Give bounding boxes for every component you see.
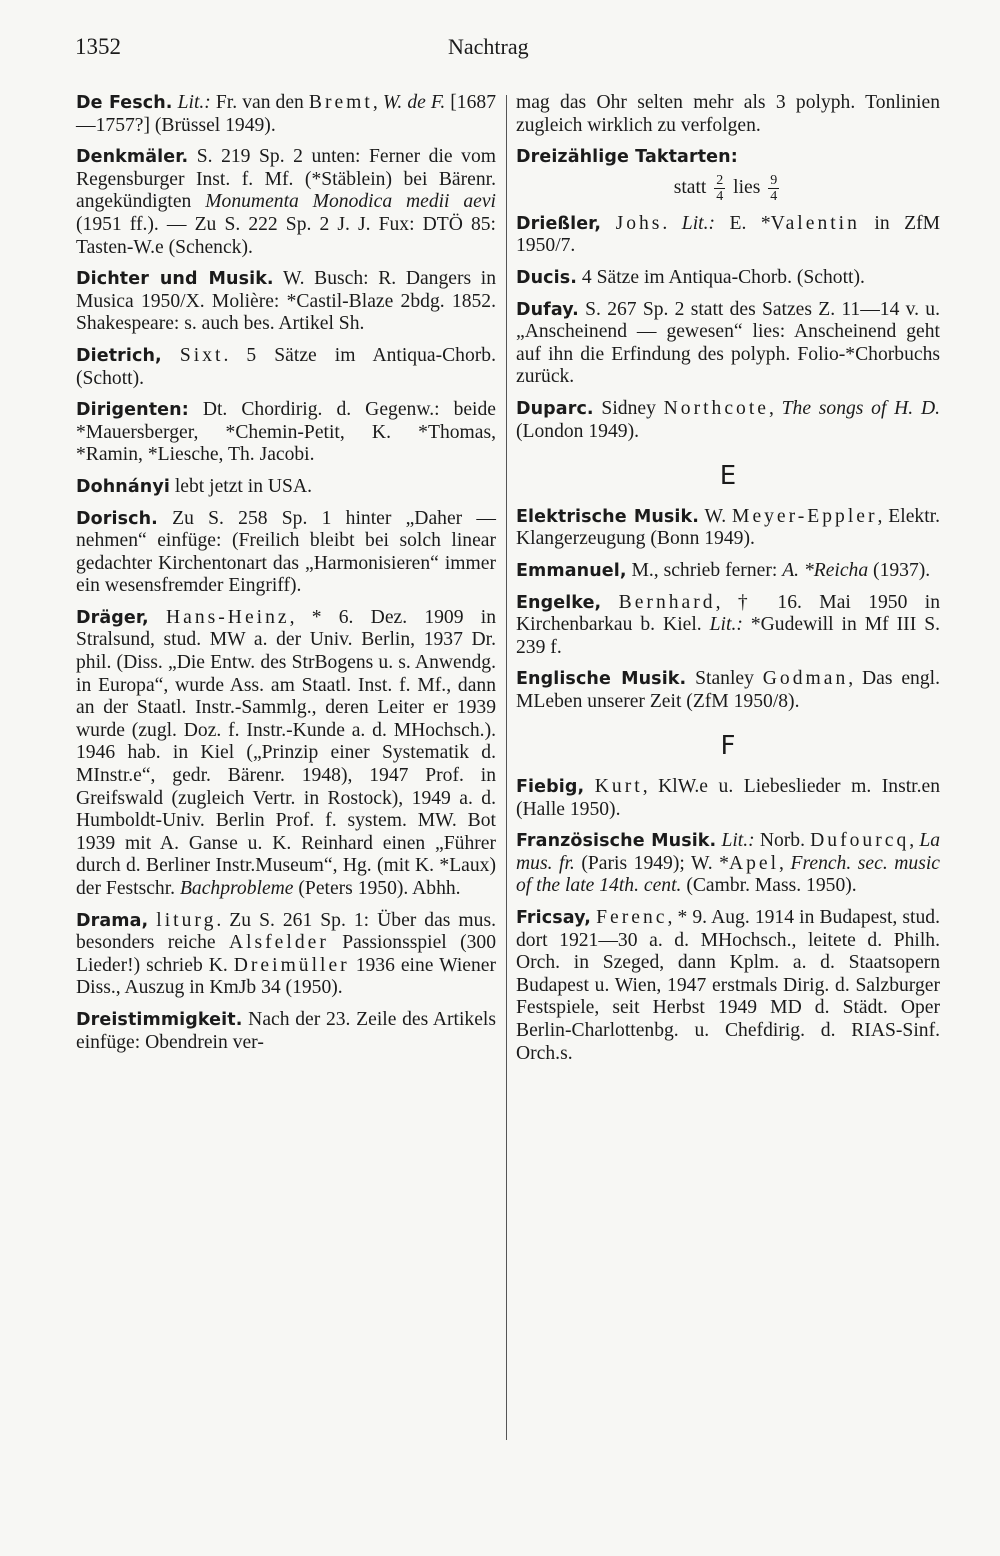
entry-text: , KlW.e u. Liebeslieder m. Instr.en (Halle 1950). (516, 776, 940, 820)
entry-text: Nach der 23. Zeile des Artikels einfüge: Obendrein ver- (76, 1008, 496, 1053)
fraction-new-numerator: 9 (770, 172, 778, 188)
entry-text: M., schrieb ferner: (626, 559, 783, 581)
entry-text: La mus. fr. (516, 830, 941, 874)
entry-text: Lit.: (709, 614, 743, 636)
entry-text (601, 213, 615, 234)
entry-headword: Dufay. (516, 299, 579, 320)
entry-text: *Gudewill in Mf III S. 239 f. (516, 614, 940, 658)
entry-headword: Dietrich, (76, 345, 162, 366)
section-letter-e: E (719, 461, 737, 492)
statt-label: statt (673, 176, 707, 198)
fraction-new (768, 173, 779, 204)
entry-text: Sixt (179, 344, 224, 366)
entry-text: Godman (762, 668, 849, 690)
entry-headword: Dohnányi (76, 476, 170, 497)
fraction-old-denominator: 4 (716, 188, 724, 204)
dictionary-entry (76, 146, 496, 259)
dictionary-entry (76, 92, 496, 137)
entry-text: . 5 Sätze im Antiqua-Chorb. (Schott). (76, 344, 496, 389)
entry-text: Alsfelder (228, 932, 329, 954)
entry-headword: Engelke, (516, 592, 602, 613)
entry-text: lebt jetzt in USA. (169, 475, 312, 497)
entry-headword: Englische Musik. (516, 669, 687, 690)
dictionary-entry (516, 592, 940, 660)
entry-text: (Peters 1950). Abhh. (293, 878, 461, 899)
entry-text: S. 219 Sp. 2 unten: Ferner die vom Regensburger Inst. f. Mf. (*Stäblein) bei Bärenr. angekündigten (76, 146, 496, 213)
entry-headword: Fiebig, (516, 777, 585, 798)
entry-text: W. (699, 505, 733, 527)
entry-text: Bernhard (618, 591, 716, 613)
section-letter-f: F (720, 731, 736, 762)
entry-text: Hans-Heinz (166, 606, 290, 628)
right-entries-top (516, 92, 940, 137)
left-column (76, 92, 496, 1063)
dictionary-entry (516, 907, 940, 1065)
dictionary-entry (76, 508, 496, 598)
entry-text: 4 Sätze im Antiqua-Chorb. (Schott). (577, 266, 865, 288)
entry-text: 1936 eine Wiener Diss., Auszug in KmJb 34 (1950). (76, 954, 496, 999)
entry-text: Norb. (754, 830, 811, 852)
dictionary-entry (76, 345, 496, 390)
fraction-correction (516, 173, 940, 204)
entry-text: French. sec. music of the late 14th. cent. (516, 852, 940, 897)
entry-text: (London 1949). (516, 420, 639, 442)
entry-text: Bremt (308, 92, 373, 113)
entry-text: Zu S. 258 Sp. 1 hinter „Daher — nehmen“ einfüge: (Freilich bleibt bei solch linear gedachter Kirchentonart das „Harmonisieren“ immer ein wesensfremder Eingriff). (76, 507, 496, 597)
entry-text: Dt. Chordirig. d. Gegenw.: beide *Mauersberger, *Chemin-Petit, K. *Thomas, *Ramin, *Liesche, Th. Jacobi. (76, 399, 496, 466)
entry-text: mag das Ohr selten mehr als 3 polyph. Tonlinien zugleich wirklich zu verfolgen. (516, 92, 940, 136)
right-entries-d (516, 213, 940, 443)
lies-label: lies (733, 176, 761, 198)
page-number: 1352 (75, 34, 121, 59)
entry-text: Lit.: (681, 212, 716, 234)
entry-text (584, 776, 595, 797)
entry-headword: Denkmäler. (76, 147, 189, 168)
dictionary-entry (516, 560, 940, 583)
entry-text: Lit.: (721, 830, 755, 852)
entry-text: (Paris 1949); W. * (574, 852, 729, 874)
entry-text: The songs of H. D. (781, 397, 941, 419)
entry-text: S. 267 Sp. 2 statt des Satzes Z. 11—14 v. u. „Anscheinend — gewesen“ lies: Anscheinend geht auf ihn die Erfindung des polyph. Folio-*Chorbuchs zurück. (516, 298, 940, 388)
dictionary-entry (516, 398, 940, 443)
entry-text: . (662, 212, 682, 234)
dictionary-entry (516, 267, 940, 290)
entry-text: Meyer-Eppler (732, 505, 878, 527)
entry-text: Ferenc (596, 907, 668, 929)
entry-text: . Zu S. 261 Sp. 1: Über das mus. besonders reiche (76, 909, 496, 954)
entry-headword: Elektrische Musik. (516, 506, 700, 527)
entry-text: (1951 ff.). — Zu S. 222 Sp. 2 J. J. Fux: DTÖ 85: Tasten-W.e (Schenck). (76, 213, 496, 258)
dictionary-entry (76, 476, 496, 499)
entry-text: Passionsspiel (300 Lieder!) schrieb K. (76, 932, 496, 976)
entry-text: , Elektr. Klangerzeugung (Bonn 1949). (516, 505, 940, 550)
entry-text: Stanley (686, 668, 763, 690)
entry-text: , * 6. Dez. 1909 in Stralsund, stud. MW a. der Univ. Berlin, 1937 Dr. phil. (Diss. „Die Entw. des StrBogens u. s. Anwendg. in Europa“, wurde Ass. am Staatl. Inst. f. Mf., dann an der Staatl. Instr.-Sammlg., deren Leiter er 1939 wurde (zugl. Doz. f. Instr.-Kunde a. d. MHochsch.). 1946 hab. in Kiel („Prinzip einer Systematik d. MInstr.e“, gedr. Bärenr. 1948), 1947 Prof. in Greifswald (zugleich Vertr. in Rostock), 1949 a. d. Humboldt-Univ. Berlin Prof. f. system. MW. Bot 1939 mit A. Ganse u. K. Reinhard einen „Führer durch d. Berliner Instr.Museum“, Hg. (mit K. *Laux) der Festschr. (76, 606, 496, 899)
entry-text: Johs (615, 212, 663, 234)
dictionary-entry (516, 668, 940, 713)
fraction-old (714, 173, 725, 204)
dictionary-entry (516, 213, 940, 258)
running-head: Nachtrag (448, 34, 529, 59)
page-header (0, 34, 1000, 64)
entry-text: Lit.: (177, 92, 211, 113)
entry-headword: Dirigenten: (76, 400, 189, 421)
entry-headword: Drießler, (516, 213, 602, 234)
entry-text: , Das engl. MLeben unserer Zeit (ZfM 1950/8). (516, 668, 940, 712)
entry-text: W. Busch: R. Dangers in Musica 1950/X. Molière: *Castil-Blaze 2bdg. 1852. Shakespeare: s. auch bes. Artikel Sh. (76, 268, 496, 335)
dictionary-entry (76, 910, 496, 1000)
entry-text: Kurt (594, 776, 643, 798)
dictionary-entry (516, 776, 940, 821)
entry-text: , (779, 852, 791, 874)
entry-text: , (372, 92, 383, 113)
entry-text: Sidney (593, 397, 664, 419)
dictionary-entry (516, 830, 940, 898)
entry-text: Northcote (663, 397, 769, 419)
entry-text: Bachprobleme (179, 878, 294, 899)
entry-text: Dreimüller (233, 954, 350, 976)
entry-headword: Dreizählige Taktarten: (516, 147, 738, 168)
entry-text (149, 607, 166, 628)
entry-headword: Dräger, (76, 607, 149, 628)
entry-text: , (768, 397, 782, 419)
entry-text: (1937). (868, 559, 931, 581)
entry-text: E. * (715, 212, 771, 234)
entry-headword: Französische Musik. (516, 831, 717, 852)
right-entries-f (516, 776, 940, 1065)
entry-headword: Dichter und Musik. (76, 269, 274, 290)
entry-text: in ZfM 1950/7. (516, 212, 941, 257)
entry-text: , (909, 830, 920, 852)
entry-text: Fr. van den (210, 92, 309, 113)
dictionary-entry (76, 1009, 496, 1054)
entry-headword: Drama, (76, 910, 149, 931)
entry-text: [1687—1757?] (Brüssel 1949). (76, 92, 496, 136)
entry-text: A. *Reicha (782, 559, 869, 581)
entry-text: Dufourcq (810, 830, 910, 852)
entry-headword: Dreistimmigkeit. (76, 1009, 243, 1030)
entry-headword: Fricsay, (516, 908, 592, 929)
column-divider (506, 95, 507, 1440)
entry-text: , * 9. Aug. 1914 in Budapest, stud. dort 1921—30 a. d. MHochsch., leitete d. Philh. Orch. in Szeged, dann Kplm. a. d. Staatsopern Budapest u. Wien, 1947 erstmals Dirig. d. Salzburger Festspiele, seit Herbst 1949 MD d. Städt. Oper Berlin-Charlottenbg. u. Chefdirig. d. RIAS-Sinf. Orch.s. (516, 907, 940, 1064)
entry-headword: De Fesch. (76, 93, 173, 113)
dictionary-entry (76, 607, 496, 901)
entry-text: liturg (156, 909, 217, 931)
entry-headword: Emmanuel, (516, 560, 627, 581)
dictionary-entry (516, 92, 940, 137)
entry-text: (Cambr. Mass. 1950). (681, 875, 857, 897)
fraction-old-numerator: 2 (716, 172, 724, 188)
right-column (516, 92, 940, 1074)
entry-dreizaehlige-taktarten (516, 146, 940, 204)
entry-text: , † 16. Mai 1950 in Kirchenbarkau b. Kiel. (516, 591, 940, 636)
entry-text: Apel (728, 852, 780, 874)
entry-text: W. de F. (382, 92, 446, 113)
fraction-new-denominator: 4 (770, 188, 778, 204)
entry-headword: Dorisch. (76, 508, 158, 529)
entry-text (162, 345, 180, 366)
entry-text: Monumenta Monodica medii aevi (205, 191, 496, 213)
entry-headword: Ducis. (516, 267, 578, 288)
right-entries-e (516, 506, 940, 714)
dictionary-entry (516, 299, 940, 389)
dictionary-entry (516, 506, 940, 551)
dictionary-entry (76, 268, 496, 336)
entry-headword: Duparc. (516, 398, 594, 419)
entry-text (601, 592, 618, 613)
entry-text: Valentin (770, 212, 860, 234)
dictionary-entry (76, 399, 496, 467)
